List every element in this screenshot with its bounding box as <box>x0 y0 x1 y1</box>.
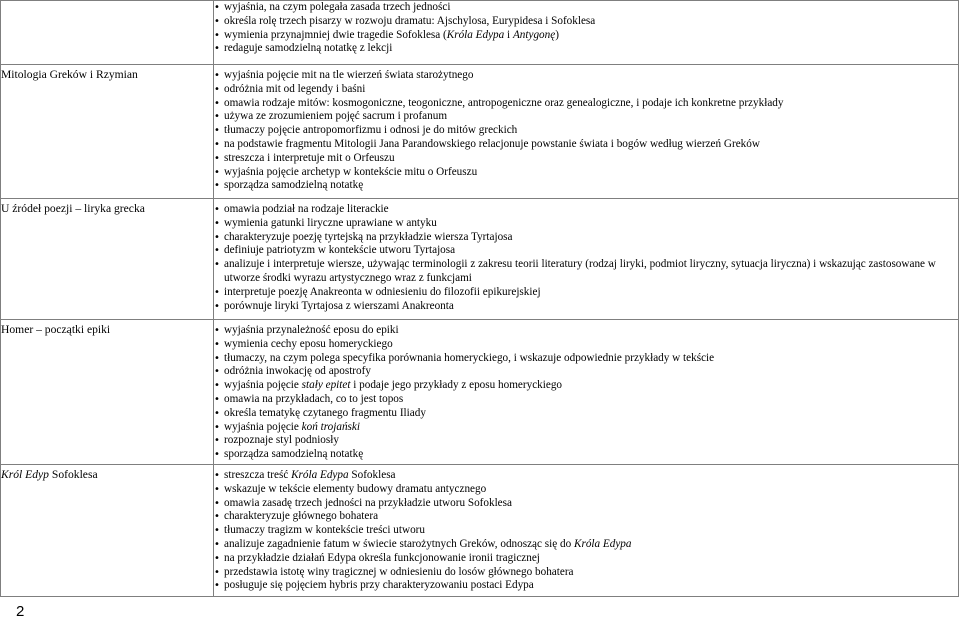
requirements-list <box>214 1 958 56</box>
item-text: i podaje jego przykłady z eposu homeryckiego <box>350 379 563 392</box>
list-item: • wyjaśnia przynależność eposu do epiki <box>214 324 958 338</box>
topic-label: Homer – początki epiki <box>1 323 111 336</box>
item-title: Króla Edypa <box>446 28 505 41</box>
requirements-list <box>214 203 958 313</box>
topic-label: U źródeł poezji – liryka grecka <box>1 202 145 215</box>
list-item: • odróżnia mit od legendy i baśni <box>214 83 958 97</box>
list-item: • tłumaczy pojęcie antropomorfizmu i odnosi je do mitów greckich <box>214 124 958 138</box>
list-item: • charakteryzuje głównego bohatera <box>214 510 958 524</box>
list-item: • wyjaśnia pojęcie mit na tle wierzeń świata starożytnego <box>214 69 958 83</box>
table-row <box>1 1 959 65</box>
list-item: • określa tematykę czytanego fragmentu Iliady <box>214 407 958 421</box>
requirements-cell <box>214 65 959 199</box>
item-text: Sofoklesa <box>348 469 396 481</box>
item-title: Króla Edypa <box>291 469 349 481</box>
list-item: • odróżnia inwokację od apostrofy <box>214 365 958 379</box>
list-item: • posługuje się pojęciem hybris przy charakteryzowaniu postaci Edypa <box>214 579 958 593</box>
topic-label <box>1 468 213 482</box>
topic-author: Sofoklesa <box>48 468 98 481</box>
topic-cell <box>1 199 214 320</box>
list-item <box>214 421 958 435</box>
list-item: • określa rolę trzech pisarzy w rozwoju dramatu: Ajschylosa, Eurypidesa i Sofoklesa <box>214 15 958 29</box>
item-title: Króla Edypa <box>574 537 632 550</box>
table-row <box>1 465 959 597</box>
list-item: • porównuje liryki Tyrtajosa z wierszami Anakreonta <box>214 300 958 314</box>
requirements-cell <box>214 199 959 320</box>
list-item: • omawia podział na rodzaje literackie <box>214 203 958 217</box>
list-item: • charakteryzuje poezję tyrtejską na przykładzie wiersza Tyrtajosa <box>214 231 958 245</box>
requirements-list <box>214 469 958 593</box>
table-row <box>1 320 959 465</box>
item-text: streszcza treść <box>224 469 292 481</box>
list-item: • streszcza i interpretuje mit o Orfeuszu <box>214 152 958 166</box>
list-item: • używa ze zrozumieniem pojęć sacrum i profanum <box>214 110 958 124</box>
list-item <box>214 538 958 552</box>
topic-cell <box>1 320 214 465</box>
list-item <box>214 29 958 43</box>
list-item: • sporządza samodzielną notatkę <box>214 179 958 193</box>
requirements-cell <box>214 1 959 65</box>
topic-cell <box>1 65 214 199</box>
item-term: stały epitet <box>301 379 351 392</box>
list-item: • interpretuje poezję Anakreonta w odniesieniu do filozofii epikurejskiej <box>214 286 958 300</box>
item-text: ) <box>555 28 559 41</box>
list-item: • wymienia cechy eposu homeryckiego <box>214 338 958 352</box>
list-item: • omawia na przykładach, co to jest topos <box>214 393 958 407</box>
list-item: • wyjaśnia pojęcie archetyp w kontekście mitu o Orfeuszu <box>214 166 958 180</box>
list-item: • omawia zasadę trzech jedności na przykładzie utworu Sofoklesa <box>214 497 958 511</box>
list-item: • rozpoznaje styl podniosły <box>214 434 958 448</box>
requirements-cell <box>214 465 959 597</box>
list-item <box>214 379 958 393</box>
list-item: • wskazuje w tekście elementy budowy dramatu antycznego <box>214 483 958 497</box>
list-item: • redaguje samodzielną notatkę z lekcji <box>214 42 958 56</box>
topic-cell <box>1 465 214 597</box>
list-item: • analizuje i interpretuje wiersze, używając terminologii z zakresu teorii literatury (rodzaj liryki, podmiot liryczny, sytuacja liryczna) i wskazując zastosowane w utworze środki wyrazu artystycznego wraz z funkcjami <box>214 258 958 286</box>
item-term: koń trojański <box>301 420 360 433</box>
requirements-list <box>214 324 958 462</box>
topic-cell <box>1 1 214 65</box>
list-item: • definiuje patriotyzm w kontekście utworu Tyrtajosa <box>214 244 958 258</box>
list-item: • na przykładzie działań Edypa określa funkcjonowanie ironii tragicznej <box>214 552 958 566</box>
list-item: • tłumaczy, na czym polega specyfika porównania homeryckiego, i wskazuje odpowiednie przykłady w tekście <box>214 352 958 366</box>
table-row <box>1 199 959 320</box>
list-item: • omawia rodzaje mitów: kosmogoniczne, teogoniczne, antropogeniczne oraz genealogiczne, i podaje ich konkretne przykłady <box>214 97 958 111</box>
list-item: • sporządza samodzielną notatkę <box>214 448 958 462</box>
list-item <box>214 469 958 483</box>
item-title: Antygonę <box>512 28 556 41</box>
item-text: wyjaśnia pojęcie <box>224 420 302 433</box>
item-text: wymienia przynajmniej dwie tragedie Sofoklesa ( <box>224 28 447 41</box>
requirements-cell <box>214 320 959 465</box>
requirements-list <box>214 69 958 193</box>
page-number: 2 <box>16 603 25 620</box>
list-item: • wymienia gatunki liryczne uprawiane w antyku <box>214 217 958 231</box>
item-text: analizuje zagadnienie fatum w świecie starożytnych Greków, odnosząc się do <box>224 537 574 550</box>
list-item: • przedstawia istotę winy tragicznej w odniesieniu do losów głównego bohatera <box>214 566 958 580</box>
list-item: • tłumaczy tragizm w kontekście treści utworu <box>214 524 958 538</box>
list-item: • na podstawie fragmentu Mitologii Jana Parandowskiego relacjonuje powstanie świata i bogów według wierzeń Greków <box>214 138 958 152</box>
table-row <box>1 65 959 199</box>
list-item: • wyjaśnia, na czym polegała zasada trzech jedności <box>214 1 958 15</box>
topic-label: Mitologia Greków i Rzymian <box>1 68 138 81</box>
item-text: i <box>504 28 513 41</box>
topic-title: Król Edyp <box>1 468 49 481</box>
item-text: wyjaśnia pojęcie <box>224 379 302 392</box>
